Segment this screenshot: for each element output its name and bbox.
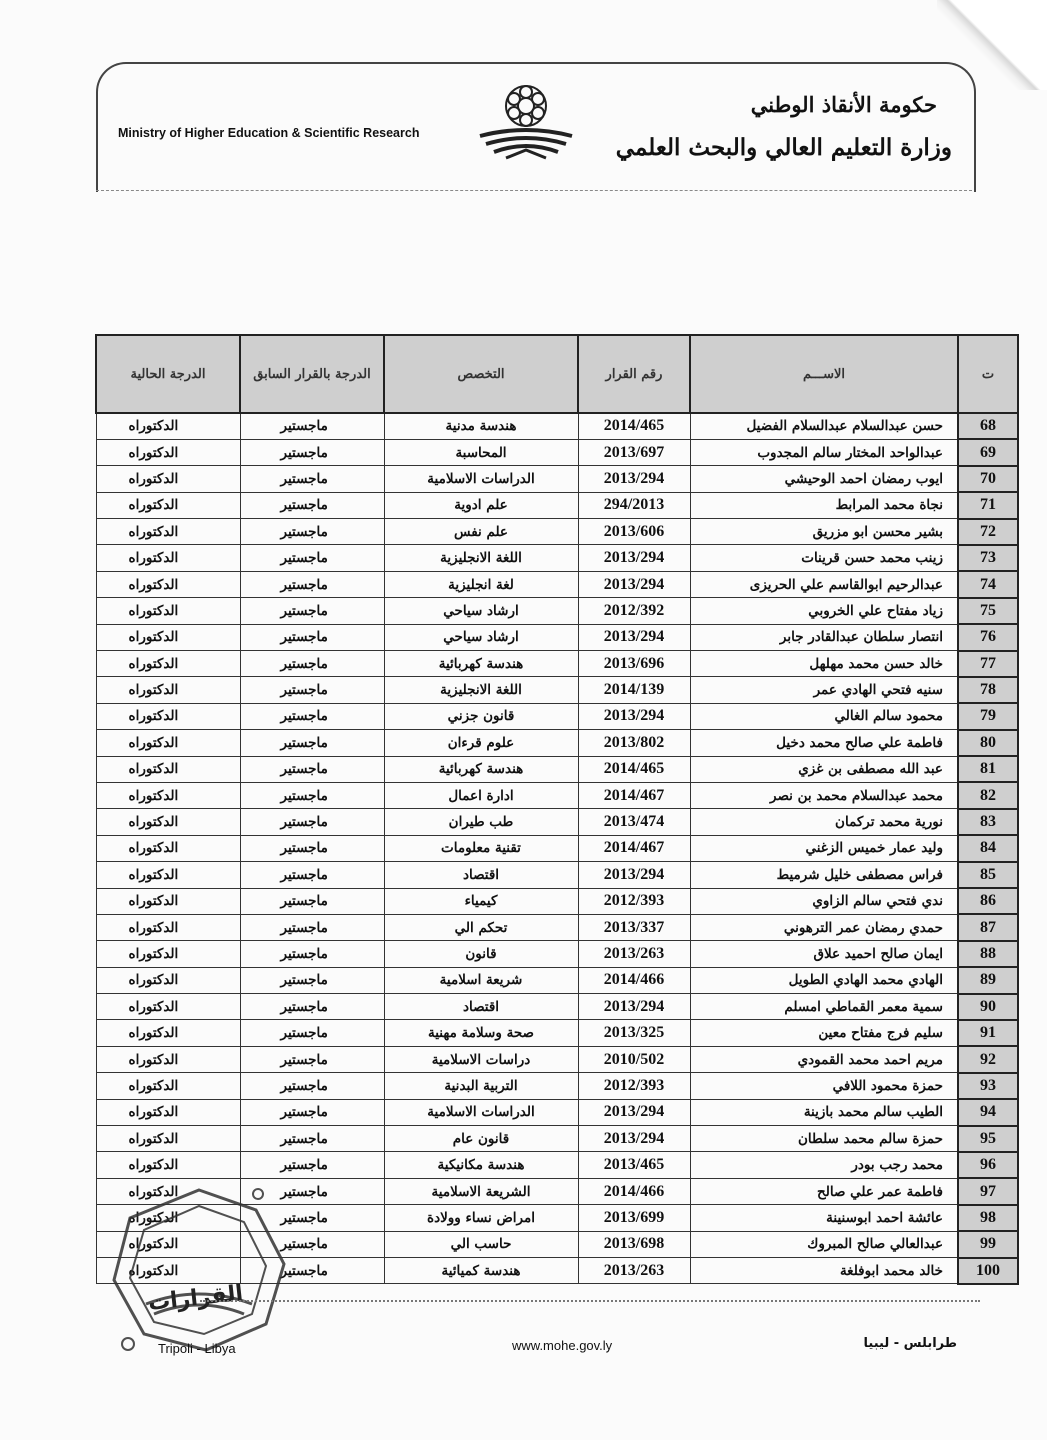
specialty: حاسب الي <box>384 1231 578 1257</box>
current-degree: الدكتوراه <box>96 598 240 624</box>
specialty: اللغة الانجليزية <box>384 545 578 571</box>
specialty: صحة وسلامة مهنية <box>384 1020 578 1046</box>
footer-divider <box>200 1300 980 1302</box>
person-name: محمود سالم الغالي <box>690 703 958 729</box>
person-name: عائشة احمد ابوسنينة <box>690 1205 958 1231</box>
person-name: عبد الله مصطفى بن غزي <box>690 756 958 782</box>
table-row <box>96 1126 1018 1152</box>
table-row <box>96 651 1018 677</box>
current-degree: الدكتوراه <box>96 413 240 439</box>
table-row <box>96 413 1018 439</box>
previous-degree: ماجستير <box>240 1152 384 1178</box>
person-name: نورية محمد تركمان <box>690 809 958 835</box>
previous-degree: ماجستير <box>240 413 384 439</box>
row-number: 80 <box>958 730 1018 756</box>
previous-degree: ماجستير <box>240 519 384 545</box>
specialty: تقنية معلومات <box>384 835 578 861</box>
current-degree: الدكتوراه <box>96 624 240 650</box>
specialty: هندسة كهربائية <box>384 651 578 677</box>
specialty: شريعة اسلامية <box>384 967 578 993</box>
table-row <box>96 519 1018 545</box>
previous-degree: ماجستير <box>240 598 384 624</box>
column-header-current-degree: الدرجة الحالية <box>96 335 240 413</box>
previous-degree: ماجستير <box>240 492 384 518</box>
row-number: 93 <box>958 1073 1018 1099</box>
table-row <box>96 439 1018 465</box>
decision-number: 2013/697 <box>578 439 690 465</box>
decision-number: 2013/325 <box>578 1020 690 1046</box>
decision-number: 2013/465 <box>578 1152 690 1178</box>
row-number: 99 <box>958 1231 1018 1257</box>
decision-number: 2013/294 <box>578 994 690 1020</box>
column-header-previous-degree: الدرجة بالقرار السابق <box>240 335 384 413</box>
previous-degree: ماجستير <box>240 941 384 967</box>
row-number: 87 <box>958 914 1018 940</box>
table-row <box>96 1020 1018 1046</box>
row-number: 82 <box>958 782 1018 808</box>
previous-degree: ماجستير <box>240 730 384 756</box>
table-row <box>96 941 1018 967</box>
row-number: 81 <box>958 756 1018 782</box>
decision-number: 2013/606 <box>578 519 690 545</box>
table-row <box>96 1099 1018 1125</box>
ministry-logo-icon <box>476 80 576 166</box>
previous-degree: ماجستير <box>240 1258 384 1284</box>
decision-number: 2013/474 <box>578 809 690 835</box>
person-name: سمية معمر القماطي امسلم <box>690 994 958 1020</box>
column-header-name: الاســـم <box>690 335 958 413</box>
table-row <box>96 598 1018 624</box>
current-degree: الدكتوراه <box>96 677 240 703</box>
official-stamp-icon <box>106 1184 292 1356</box>
specialty: هندسة مدنية <box>384 413 578 439</box>
table-row <box>96 835 1018 861</box>
specialty: الشريعة الاسلامية <box>384 1178 578 1204</box>
current-degree: الدكتوراه <box>96 1152 240 1178</box>
previous-degree: ماجستير <box>240 1231 384 1257</box>
decision-number: 2013/699 <box>578 1205 690 1231</box>
footer-city-arabic: طرابلس - ليبيا <box>863 1336 957 1351</box>
decisions-table-container <box>95 334 1017 1285</box>
current-degree: الدكتوراه <box>96 1126 240 1152</box>
current-degree: الدكتوراه <box>96 492 240 518</box>
specialty: التربية البدنية <box>384 1073 578 1099</box>
table-row <box>96 703 1018 729</box>
decision-number: 2014/467 <box>578 782 690 808</box>
table-row <box>96 809 1018 835</box>
table-row <box>96 888 1018 914</box>
table-body <box>96 413 1018 1284</box>
previous-degree: ماجستير <box>240 888 384 914</box>
person-name: عبدالرحيم ابوالقاسم علي الحريزى <box>690 571 958 597</box>
row-number: 84 <box>958 835 1018 861</box>
current-degree: الدكتوراه <box>96 1020 240 1046</box>
row-number: 72 <box>958 519 1018 545</box>
person-name: ايمان صالح احميد علاق <box>690 941 958 967</box>
government-name: حكومة الأنقاذ الوطني <box>750 92 937 117</box>
previous-degree: ماجستير <box>240 1126 384 1152</box>
specialty: الدراسات الاسلامية <box>384 1099 578 1125</box>
person-name: محمد عبدالسلام محمد بن نصر <box>690 782 958 808</box>
decision-number: 294/2013 <box>578 492 690 518</box>
specialty: قانون عام <box>384 1126 578 1152</box>
table-header-row <box>96 335 1018 413</box>
row-number: 91 <box>958 1020 1018 1046</box>
specialty: تحكم الي <box>384 914 578 940</box>
ministry-name-english: Ministry of Higher Education & Scientific Research <box>118 126 420 140</box>
current-degree: الدكتوراه <box>96 730 240 756</box>
row-number: 96 <box>958 1152 1018 1178</box>
row-number: 68 <box>958 413 1018 439</box>
decision-number: 2013/294 <box>578 1099 690 1125</box>
decision-number: 2013/294 <box>578 571 690 597</box>
person-name: سنيه فتحي الهادي عمر <box>690 677 958 703</box>
current-degree: الدكتوراه <box>96 1205 240 1231</box>
previous-degree: ماجستير <box>240 545 384 571</box>
specialty: طب طيران <box>384 809 578 835</box>
previous-degree: ماجستير <box>240 967 384 993</box>
decision-number: 2013/294 <box>578 703 690 729</box>
table-row <box>96 967 1018 993</box>
current-degree: الدكتوراه <box>96 941 240 967</box>
person-name: خالد حسن محمد مهلهل <box>690 651 958 677</box>
person-name: ندي فتحي سالم الزاوي <box>690 888 958 914</box>
specialty: علم نفس <box>384 519 578 545</box>
specialty: ارشاد سياحي <box>384 598 578 624</box>
decision-number: 2013/698 <box>578 1231 690 1257</box>
table-row <box>96 466 1018 492</box>
decision-number: 2013/802 <box>578 730 690 756</box>
decision-number: 2013/263 <box>578 1258 690 1284</box>
previous-degree: ماجستير <box>240 1205 384 1231</box>
person-name: زياد مفتاح علي الخروبي <box>690 598 958 624</box>
decision-number: 2012/392 <box>578 598 690 624</box>
person-name: مريم احمد محمد القمودي <box>690 1046 958 1072</box>
person-name: الهادي محمد الهادي الطويل <box>690 967 958 993</box>
person-name: حمزة محمود اللافي <box>690 1073 958 1099</box>
previous-degree: ماجستير <box>240 994 384 1020</box>
previous-degree: ماجستير <box>240 466 384 492</box>
previous-degree: ماجستير <box>240 703 384 729</box>
stamp-label: القرارات <box>146 1281 245 1316</box>
specialty: الدراسات الاسلامية <box>384 466 578 492</box>
table-row <box>96 782 1018 808</box>
person-name: زينب محمد حسن قرينات <box>690 545 958 571</box>
previous-degree: ماجستير <box>240 1073 384 1099</box>
current-degree: الدكتوراه <box>96 703 240 729</box>
table-row <box>96 1073 1018 1099</box>
decision-number: 2014/139 <box>578 677 690 703</box>
current-degree: الدكتوراه <box>96 782 240 808</box>
specialty: علم ادوية <box>384 492 578 518</box>
table-row <box>96 1152 1018 1178</box>
footer-city-english: Tripoli - Libya <box>158 1341 236 1356</box>
table-row <box>96 492 1018 518</box>
current-degree: الدكتوراه <box>96 809 240 835</box>
person-name: انتصار سلطان عبدالقادر جابر <box>690 624 958 650</box>
current-degree: الدكتوراه <box>96 1099 240 1125</box>
decision-number: 2014/467 <box>578 835 690 861</box>
decisions-table <box>95 334 1019 1285</box>
previous-degree: ماجستير <box>240 1099 384 1125</box>
specialty: قانون جزني <box>384 703 578 729</box>
table-row <box>96 677 1018 703</box>
current-degree: الدكتوراه <box>96 1258 240 1284</box>
specialty: امراض نساء وولادة <box>384 1205 578 1231</box>
column-header-num: ت <box>958 335 1018 413</box>
decision-number: 2013/696 <box>578 651 690 677</box>
row-number: 79 <box>958 703 1018 729</box>
row-number: 86 <box>958 888 1018 914</box>
row-number: 94 <box>958 1099 1018 1125</box>
specialty: هندسة كهربائية <box>384 756 578 782</box>
current-degree: الدكتوراه <box>96 756 240 782</box>
footer-website-link[interactable]: www.mohe.gov.ly <box>512 1338 613 1353</box>
current-degree: الدكتوراه <box>96 1046 240 1072</box>
decision-number: 2013/294 <box>578 545 690 571</box>
decision-number: 2010/502 <box>578 1046 690 1072</box>
row-number: 73 <box>958 545 1018 571</box>
table-row <box>96 756 1018 782</box>
current-degree: الدكتوراه <box>96 862 240 888</box>
previous-degree: ماجستير <box>240 862 384 888</box>
row-number: 88 <box>958 941 1018 967</box>
row-number: 90 <box>958 994 1018 1020</box>
row-number: 97 <box>958 1178 1018 1204</box>
table-row <box>96 914 1018 940</box>
letterhead-divider <box>96 190 972 191</box>
person-name: حمدي رمضان عمر الترهوني <box>690 914 958 940</box>
person-name: بشير محسن ابو مزريق <box>690 519 958 545</box>
table-row <box>96 730 1018 756</box>
table-row <box>96 545 1018 571</box>
ministry-name-arabic: وزارة التعليم العالي والبحث العلمي <box>615 134 952 161</box>
specialty: علوم قرءان <box>384 730 578 756</box>
specialty: اقتصاد <box>384 862 578 888</box>
current-degree: الدكتوراه <box>96 466 240 492</box>
previous-degree: ماجستير <box>240 1178 384 1204</box>
previous-degree: ماجستير <box>240 835 384 861</box>
row-number: 83 <box>958 809 1018 835</box>
specialty: ادارة اعمال <box>384 782 578 808</box>
current-degree: الدكتوراه <box>96 651 240 677</box>
current-degree: الدكتوراه <box>96 914 240 940</box>
specialty: لغة انجليزية <box>384 571 578 597</box>
current-degree: الدكتوراه <box>96 519 240 545</box>
row-number: 85 <box>958 862 1018 888</box>
table-row <box>96 624 1018 650</box>
table-row <box>96 1046 1018 1072</box>
row-number: 71 <box>958 492 1018 518</box>
specialty: كيمياء <box>384 888 578 914</box>
person-name: عبدالعالي صالح المبروك <box>690 1231 958 1257</box>
previous-degree: ماجستير <box>240 756 384 782</box>
specialty: اللغة الانجليزية <box>384 677 578 703</box>
row-number: 75 <box>958 598 1018 624</box>
row-number: 78 <box>958 677 1018 703</box>
previous-degree: ماجستير <box>240 571 384 597</box>
previous-degree: ماجستير <box>240 914 384 940</box>
previous-degree: ماجستير <box>240 1020 384 1046</box>
row-number: 77 <box>958 651 1018 677</box>
decision-number: 2013/294 <box>578 624 690 650</box>
previous-degree: ماجستير <box>240 439 384 465</box>
row-number: 92 <box>958 1046 1018 1072</box>
previous-degree: ماجستير <box>240 809 384 835</box>
person-name: وليد عمار خميس الزغني <box>690 835 958 861</box>
current-degree: الدكتوراه <box>96 545 240 571</box>
current-degree: الدكتوراه <box>96 835 240 861</box>
specialty: ارشاد سياحي <box>384 624 578 650</box>
specialty: هندسة كميائية <box>384 1258 578 1284</box>
decision-number: 2014/465 <box>578 756 690 782</box>
row-number: 70 <box>958 466 1018 492</box>
column-header-specialty: التخصص <box>384 335 578 413</box>
current-degree: الدكتوراه <box>96 571 240 597</box>
person-name: الطيب سالم محمد بازينة <box>690 1099 958 1125</box>
row-number: 95 <box>958 1126 1018 1152</box>
person-name: فاطمة علي صالح محمد دخيل <box>690 730 958 756</box>
current-degree: الدكتوراه <box>96 1073 240 1099</box>
decision-number: 2013/337 <box>578 914 690 940</box>
person-name: سليم فرج مفتاح معين <box>690 1020 958 1046</box>
current-degree: الدكتوراه <box>96 1231 240 1257</box>
row-number: 89 <box>958 967 1018 993</box>
specialty: دراسات الاسلامية <box>384 1046 578 1072</box>
person-name: نجاة محمد المرابط <box>690 492 958 518</box>
current-degree: الدكتوراه <box>96 439 240 465</box>
person-name: عبدالواحد المختار سالم المجدوب <box>690 439 958 465</box>
current-degree: الدكتوراه <box>96 1178 240 1204</box>
decision-number: 2014/466 <box>578 967 690 993</box>
current-degree: الدكتوراه <box>96 967 240 993</box>
table-row <box>96 994 1018 1020</box>
decision-number: 2013/263 <box>578 941 690 967</box>
previous-degree: ماجستير <box>240 677 384 703</box>
row-number: 100 <box>958 1258 1018 1284</box>
previous-degree: ماجستير <box>240 651 384 677</box>
decision-number: 2014/465 <box>578 413 690 439</box>
previous-degree: ماجستير <box>240 782 384 808</box>
previous-degree: ماجستير <box>240 1046 384 1072</box>
table-row <box>96 862 1018 888</box>
table-row <box>96 571 1018 597</box>
row-number: 76 <box>958 624 1018 650</box>
decision-number: 2013/294 <box>578 466 690 492</box>
row-number: 69 <box>958 439 1018 465</box>
decision-number: 2013/294 <box>578 862 690 888</box>
column-header-decision: رقم القرار <box>578 335 690 413</box>
specialty: اقتصاد <box>384 994 578 1020</box>
decision-number: 2012/393 <box>578 888 690 914</box>
current-degree: الدكتوراه <box>96 888 240 914</box>
person-name: محمد رجب بودر <box>690 1152 958 1178</box>
person-name: فراس مصطفى خليل شرميط <box>690 862 958 888</box>
person-name: حمزة سالم محمد سلطان <box>690 1126 958 1152</box>
person-name: حسن عبدالسلام عبدالسلام الفضيل <box>690 413 958 439</box>
current-degree: الدكتوراه <box>96 994 240 1020</box>
row-number: 74 <box>958 571 1018 597</box>
decision-number: 2013/294 <box>578 1126 690 1152</box>
row-number: 98 <box>958 1205 1018 1231</box>
person-name: ايوب رمضان احمد الوحيشي <box>690 466 958 492</box>
previous-degree: ماجستير <box>240 624 384 650</box>
specialty: المحاسبة <box>384 439 578 465</box>
person-name: خالد محمد ابوفلغة <box>690 1258 958 1284</box>
specialty: قانون <box>384 941 578 967</box>
specialty: هندسة مكانيكية <box>384 1152 578 1178</box>
person-name: فاطمة عمر علي صالح <box>690 1178 958 1204</box>
decision-number: 2014/466 <box>578 1178 690 1204</box>
decision-number: 2012/393 <box>578 1073 690 1099</box>
